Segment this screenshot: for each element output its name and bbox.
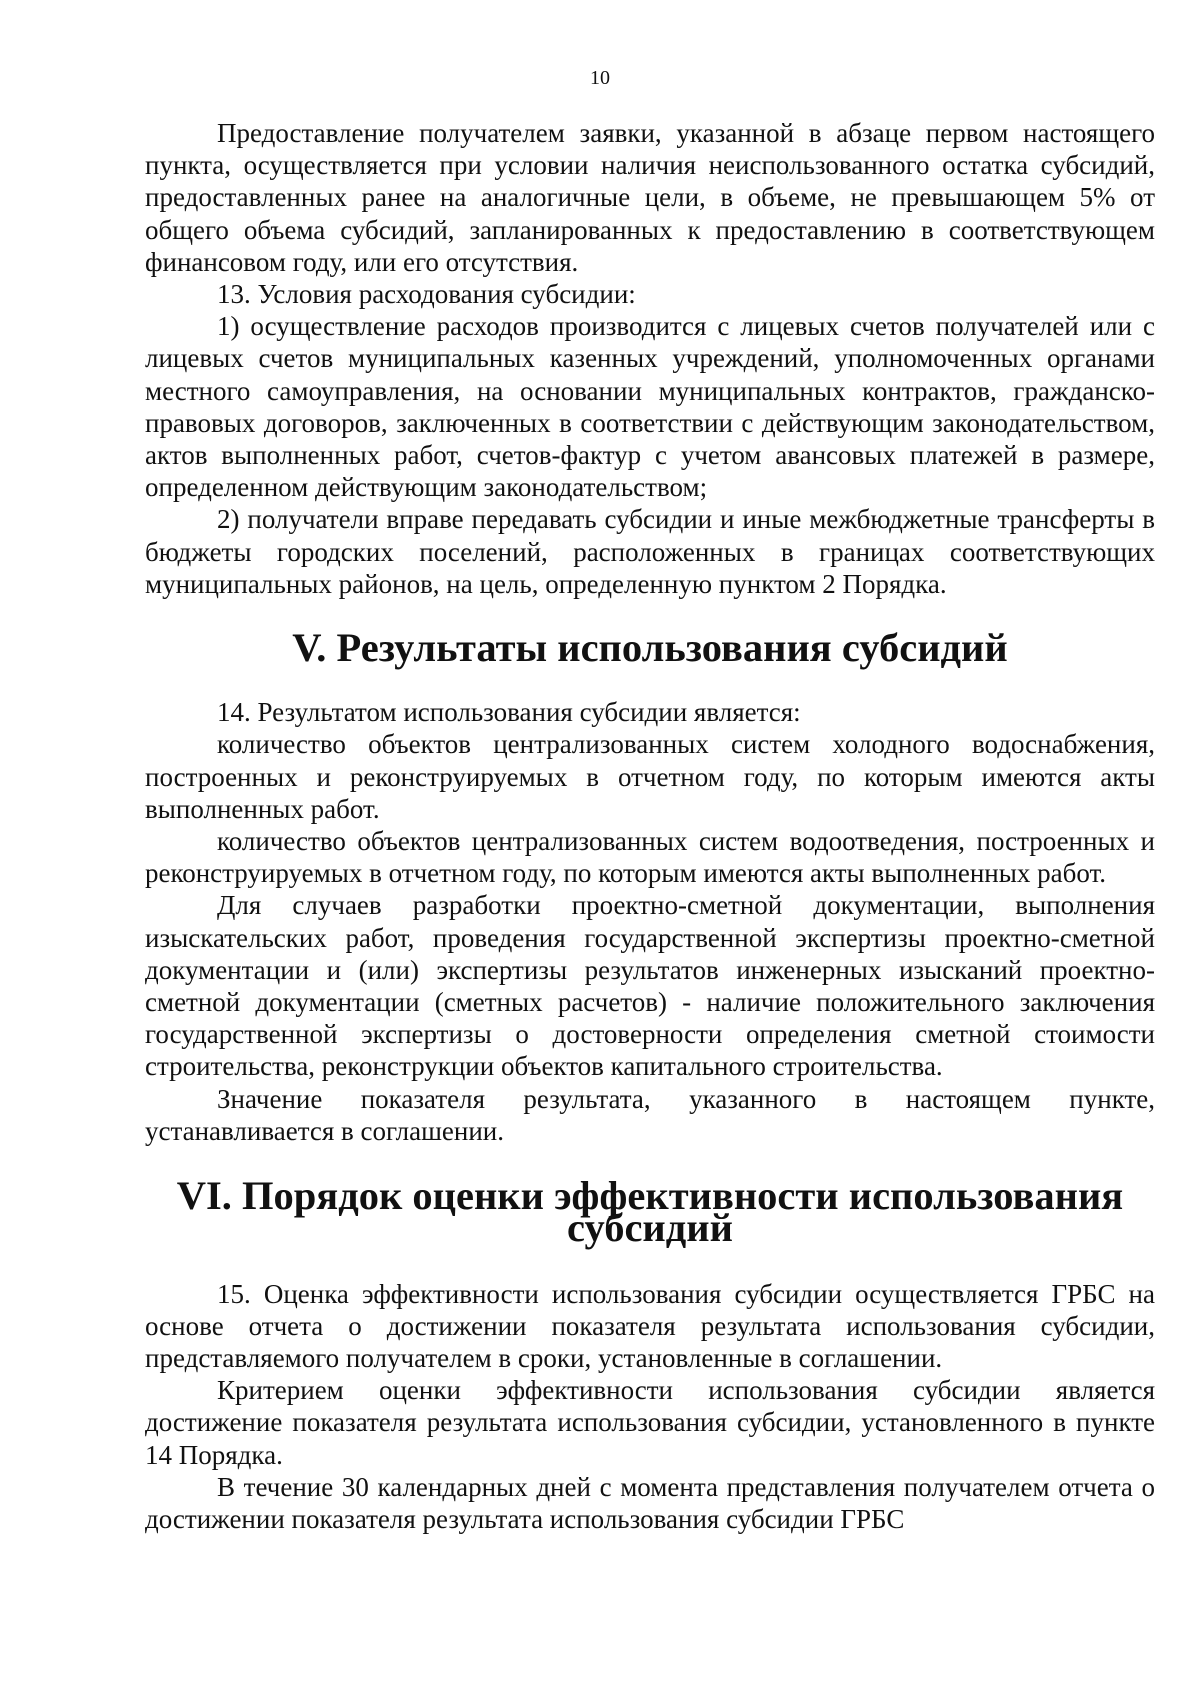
- document-body: [145, 117, 1155, 1535]
- paragraph-14-water-supply: количество объектов централизованных систем холодного водоснабжения, построенных и реконструируемых в отчетном году, по которым имеются акты выполненных работ.: [145, 729, 1155, 824]
- paragraph-13-item-2: 2) получатели вправе передавать субсидии и иные межбюджетные трансферты в бюджеты городских поселений, расположенных в границах соответствующих муниципальных районов, на цель, определенную пунктом 2 Порядка.: [145, 504, 1155, 599]
- paragraph-14-title: 14. Результатом использования субсидии является:: [217, 697, 801, 728]
- paragraph-14-indicator-value: Значение показателя результата, указанного в настоящем пункте, устанавливается в соглашении.: [145, 1083, 1155, 1146]
- paragraph-15-deadline: В течение 30 календарных дней с момента представления получателем отчета о достижении показателя результата использования субсидии ГРБС: [145, 1471, 1155, 1534]
- paragraph-15-evaluation: 15. Оценка эффективности использования субсидии осуществляется ГРБС на основе отчета о достижении показателя результата использования субсидии, представляемого получателем в сроки, установленные в соглашении.: [145, 1278, 1155, 1373]
- section-heading-v: V. Результаты использования субсидий: [292, 625, 1008, 671]
- paragraph-application-condition: Предоставление получателем заявки, указанной в абзаце первом настоящего пункта, осуществляется при условии наличия неиспользованного остатка субсидий, предоставленных ранее на аналогичные цели, в объеме, не превышающем 5% от общего объема субсидий, запланированных к предоставлению в соответствующем финансовом году, или его отсутствия.: [145, 118, 1155, 277]
- page-number: 10: [590, 67, 610, 89]
- paragraph-15-criterion: Критерием оценки эффективности использования субсидии является достижение показателя результата использования субсидии, установленного в пункте 14 Порядка.: [145, 1375, 1155, 1470]
- paragraph-14-design-docs: Для случаев разработки проектно-сметной документации, выполнения изыскательских работ, проведения государственной экспертизы проектно-сметной документации и (или) экспертизы результатов инженерных изысканий проектно-сметной документации (сметных расчетов) - наличие положительного заключения государственной экспертизы о достоверности определения сметной стоимости строительства, реконструкции объектов капитального строительства.: [145, 890, 1155, 1082]
- section-heading-vi: VI. Порядок оценки эффективности использования субсидий: [176, 1173, 1124, 1251]
- paragraph-14-drainage: количество объектов централизованных систем водоотведения, построенных и реконструируемых в отчетном году, по которым имеются акты выполненных работ.: [145, 826, 1155, 889]
- paragraph-13-title: 13. Условия расходования субсидии:: [217, 279, 636, 310]
- paragraph-13-item-1: 1) осуществление расходов производится с лицевых счетов получателей или с лицевых счетов муниципальных казенных учреждений, уполномоченных органами местного самоуправления, на основании муниципальных контрактов, гражданско-правовых договоров, заключенных в соответствии с действующим законодательством, актов выполненных работ, счетов-фактур с учетом авансовых платежей в размере, определенном действующим законодательством;: [145, 311, 1155, 503]
